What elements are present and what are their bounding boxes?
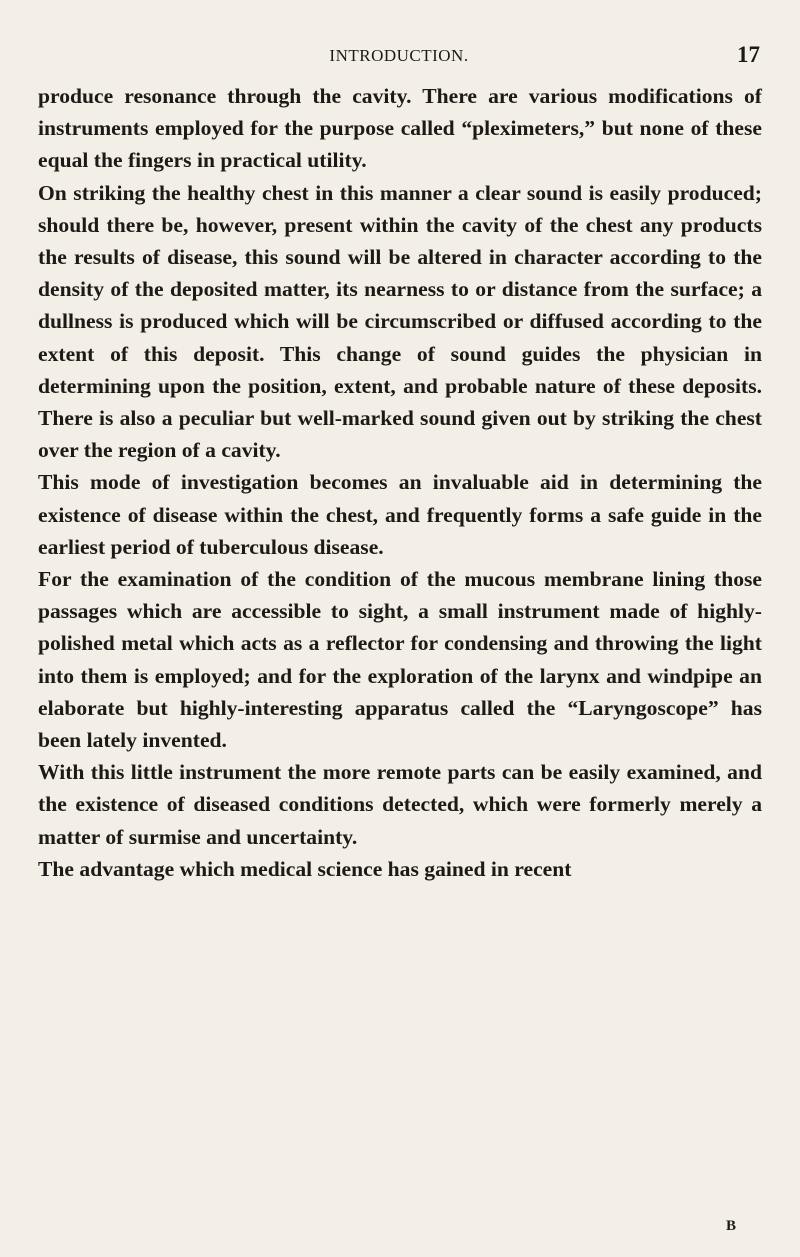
running-head	[38, 42, 760, 70]
paragraph-5: With this little instrument the more remote parts can be easily examined, and the existence of diseased conditions detected, which were formerly merely a matter of surmise and uncertainty.	[38, 760, 762, 849]
page-number: 17	[737, 42, 760, 67]
paragraph-1: produce resonance through the cavity. There are various modifications of instruments employed for the purpose called “pleximeters,” but none of these equal the fingers in practical utility.	[38, 84, 762, 173]
paragraph-4: For the examination of the condition of the mucous membrane lining those passages which are accessible to sight, a small instrument made of highly-polished metal which acts as a reflector for condensing and throwing the light into them is employed; and for the exploration of the larynx and windpipe an elaborate but highly-interesting apparatus called the “Laryngoscope” has been lately invented.	[38, 567, 762, 753]
paragraph-2: On striking the healthy chest in this manner a clear sound is easily produced; should there be, however, present within the cavity of the chest any products the results of disease, this sound will be altered in character according to the density of the deposited matter, its nearness to or distance from the surface; a dullness is produced which will be circumscribed or diffused according to the extent of this deposit. This change of sound guides the physician in determining upon the position, extent, and probable nature of these deposits. There is also a peculiar but well-marked sound given out by striking the chest over the region of a cavity.	[38, 180, 762, 463]
signature-mark: B	[726, 1218, 737, 1234]
body-text	[38, 80, 762, 885]
running-title: INTRODUCTION.	[329, 46, 469, 65]
paragraph-3: This mode of investigation becomes an invaluable aid in determining the existence of disease within the chest, and frequently forms a safe guide in the earliest period of tuberculous disease.	[38, 470, 762, 559]
paragraph-6: The advantage which medical science has gained in recent	[38, 856, 572, 881]
